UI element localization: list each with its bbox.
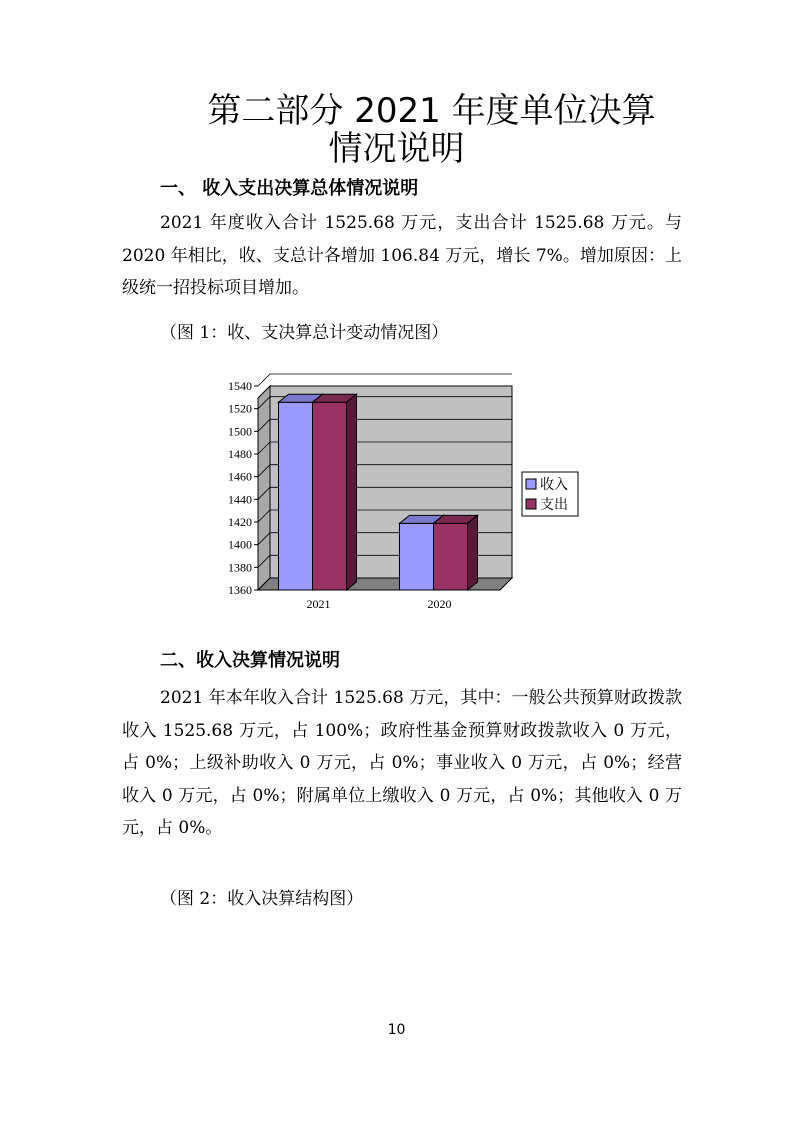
bar-side-2021-支出 — [347, 394, 357, 590]
y-tick-label: 1440 — [228, 492, 252, 507]
section2-paragraph: 2021 年本年收入合计 1525.68 万元，其中：一般公共预算财政拨款收入 1525.68 万元，占 100%；政府性基金预算财政拨款收入 0 万元，占 0%；上级补助收入 0 万元，占 0%；事业收入 0 万元，占 0%；经营收入 0 万元，占 0%；附属单位上缴收入 0 万元，占 0%；其他收入 0 万元，占 0%。 — [122, 688, 682, 838]
figure2-caption: （图 2：收入决算结构图） — [160, 889, 364, 909]
legend-label: 收入 — [540, 478, 568, 493]
page-title-line1: 第二部分 2021 年度单位决算 — [207, 91, 656, 131]
y-tick-label: 1380 — [228, 560, 252, 575]
bar-2020-支出 — [434, 523, 468, 590]
legend-label: 支出 — [540, 498, 568, 513]
bar-2021-收入 — [279, 402, 313, 590]
y-tick-label: 1460 — [228, 469, 252, 484]
section1-paragraph: 2021 年度收入合计 1525.68 万元，支出合计 1525.68 万元。与 2020 年相比，收、支总计各增加 106.84 万元，增长 7%。增加原因：上级统一招投标项目增加。 — [122, 213, 682, 298]
bar-2021-支出 — [313, 402, 347, 590]
y-tick-label: 1500 — [228, 424, 252, 439]
y-tick-label: 1400 — [228, 537, 252, 552]
x-tick-label: 2020 — [427, 597, 452, 611]
y-tick-label: 1420 — [228, 515, 252, 529]
y-tick-label: 1480 — [228, 447, 252, 461]
chart-side-wall — [258, 386, 270, 590]
section2-heading: 二、收入决算情况说明 — [160, 650, 340, 671]
y-tick-label: 1540 — [228, 379, 252, 393]
section1-heading: 一、 收入支出决算总体情况说明 — [160, 178, 419, 199]
y-tick-label: 1360 — [228, 583, 252, 597]
legend-swatch — [526, 499, 536, 509]
income-expense-bar-chart — [210, 368, 590, 618]
page-number: 10 — [387, 1022, 406, 1038]
y-tick-label: 1520 — [228, 401, 252, 416]
gridline — [258, 374, 512, 386]
bar-2020-收入 — [400, 523, 434, 590]
page-title-line2: 情况说明 — [328, 129, 465, 169]
legend-swatch — [526, 479, 536, 489]
bar-side-2020-支出 — [468, 515, 478, 590]
x-tick-label: 2021 — [306, 597, 331, 611]
figure1-caption: （图 1：收、支决算总计变动情况图） — [160, 323, 449, 343]
